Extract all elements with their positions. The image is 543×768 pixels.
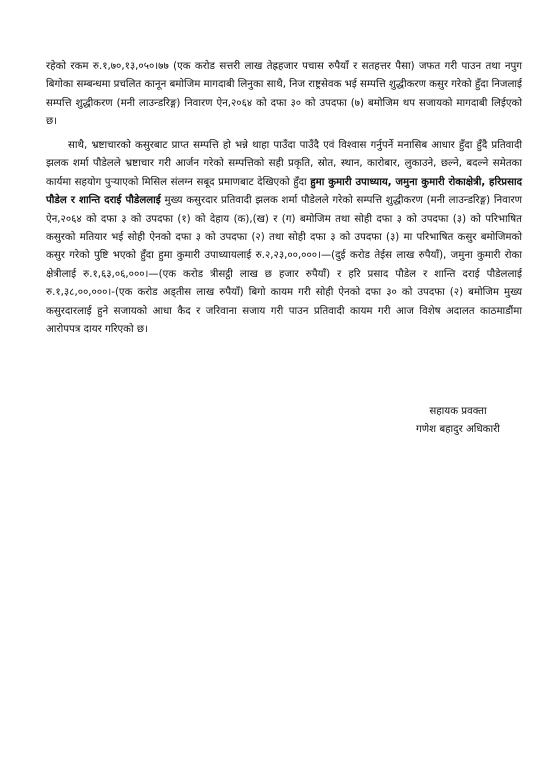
paragraph2-part1-text: साथै, भ्रष्टाचारको कसुरबाट प्राप्त सम्पत्ति हो भन्ने थाहा पाउँदा पाउँदै एवं विश्वास गर्नुपर्ने मनासिब आधार हुँदा हुँदै प्रतिवादी झलक शर्मा पौडेलले भ्रष्टाचार गरी आर्जन गरेको सम्पत्तिको सही प्रकृति, स्रोत, स्थान, कारोबार, लुकाउने, छल्ने, बदल्ने समेतका कार्यमा सहयोग पुऱ्याएको मिसिल संलग्न सबूद प्रमाणबाट देखिएको हुँदा <box>46 140 522 188</box>
signature-block <box>393 403 523 439</box>
paragraph-charge-sheet <box>46 137 522 339</box>
accused-names-bold: हुमा कुमारी उपाध्याय, जमुना कुमारी रोकाक्षेत्री, हरिप्रसाद पौडेल र शान्ति दराई पौडेललाई <box>46 176 523 207</box>
signatory-name: गणेश बहादुर अधिकारी <box>416 424 500 435</box>
paragraph2-part2-text: मुख्य कसुरदार प्रतिवादी झलक शर्मा पौडेलले गरेको सम्पत्ति शुद्धीकरण (मनी लाउन्डरिङ्ग) निवारण ऐन,२०६४ को दफा ३ को उपदफा (१) को देहाय (क),(ख) र (ग) बमोजिम तथा सोही दफा ३ को उपदफा (३) को परिभाषित कसुरको मतियार भई सोही ऐनको दफा ३ को उपदफा (२) तथा सोही दफा ३ को उपदफा (३) मा परिभाषित कसुर बमोजिमको कसुर गरेको पुष्टि भएको हुँदा हुमा कुमारी उपाध्यायलाई रु.२,२३,००,०००।—(दुई करोड तेईस लाख रुपैयाँ), जमुना कुमारी रोका क्षेत्रीलाई रु.१,६३,०६,०००।—(एक करोड त्रीसट्ठी लाख छ हजार रुपैयाँ) र हरि प्रसाद पौडेल र शान्ति दराई पौडेललाई रु.१,३८,००,०००।-(एक करोड अड्तीस लाख रुपैयाँ) बिगो कायम गरी सोही ऐनको दफा ३० को उपदफा (२) बमोजिम मुख्य कसुरदारलाई हुने सजायको आधा कैद र जरिवाना सजाय गरी पाउन प्रतिवादी कायम गरी आज विशेष अदालत काठमाडौंमा आरोपपत्र दायर गरिएको छ। <box>46 195 522 336</box>
signatory-title: सहायक प्रवक्ता <box>429 406 487 417</box>
paragraph1-text: रहेको रकम रु.१,७०,१३,०५०।७७ (एक करोड सत्तरी लाख तेह्रहजार पचास रुपैयाँ र सतहत्तर पैसा) जफत गरी पाउन तथा नपुग बिगोका सम्बन्धमा प्रचलित कानून बमोजिम मागदाबी लिनुका साथै, निज राष्ट्रसेवक भई सम्पत्ति शुद्धीकरण कसुर गरेको हुँदा निजलाई सम्पत्ति शुद्धीकरण (मनी लाउन्डरिङ्ग) निवारण ऐन,२०६४ को दफा ३० को उपदफा (७) बमोजिम थप सजायको मागदाबी लिईएको छ। <box>46 61 522 128</box>
paragraph-confiscation-claim <box>46 58 522 132</box>
